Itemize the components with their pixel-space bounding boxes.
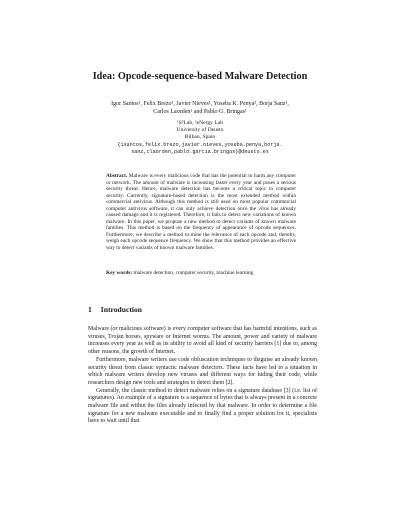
paragraph: Generally, the classic method to detect malware relies on a signature database [3] (i.e. list of signatures). An example of a signature is a sequence of bytes that is always present in a concrete malware file and within the files already infected by that malware. In order to determine a file signature for a new malware executable and to finally find a proper solution for it, specialists have to wait until that — [88, 387, 317, 425]
keywords-label: Key words: — [106, 270, 133, 276]
body-text — [88, 326, 317, 426]
authors-line-1: Igor Santos¹, Felix Brezo¹, Javier Nieves¹, Yoseba K. Penya², Borja Sanz¹, — [111, 101, 289, 107]
abstract-label: Abstract. — [106, 173, 128, 179]
affiliation-city: Bilbao, Spain — [184, 134, 216, 141]
section-title: Introduction — [100, 305, 143, 314]
affiliation-emails-line-2: sanz,claorden,pablo.garcia.bringas}@deusto.es — [131, 148, 269, 155]
affiliation-lab: ¹S³Lab, ²eNergy Lab — [176, 120, 224, 126]
authors-line-2: Carlos Laorden¹ and Pablo G. Bringas¹ — [153, 109, 247, 115]
affiliation-block — [60, 120, 340, 156]
section-heading — [88, 305, 318, 315]
author-list — [60, 100, 340, 116]
abstract-text: Malware is every malicious code that has the potential to harm any computer or network. The amount of malware is increasing faster every year and poses a serious security threat. Hence, malware detection has become a critical topic in computer security. Currently, signature-based detection is the most extended method within commercial antivirus. Although this method is still used on most popular commercial computer antivirus software, it can only achieve detection once the virus has already caused damage and it is registered. Therefore, it fails to detect new variations of known malware. In this paper, we propose a new method to detect variants of known malware families. This method is based on the frequency of appearance of opcode sequences. Furthermore, we describe a method to mine the relevance of each opcode and, thereby, weigh each opcode sequence frequency. We show that this method provides an effective way to detect variants of known malware families. — [106, 173, 296, 252]
paper-title: Idea: Opcode-sequence-based Malware Detection — [92, 71, 308, 82]
affiliation-emails-line-1: {isantos,felix.brezo,javier.nieves,yoseba.penya,borja. — [117, 141, 283, 148]
keywords-text: malware detection, computer security, machine learning — [133, 270, 254, 276]
paragraph: Malware (or malicious software) is every computer software that has harmful intentions, such as viruses, Trojan horses, spyware or Internet worms. The amount, power and variety of malware increases every year as well as its ability to avoid all kind of security barriers [1] due to, among other reasons, the growth of Internet. — [88, 326, 317, 356]
paragraph: Furthermore, malware writers use code obfuscation techniques to disguise an already known security threat from classic syntactic malware detectors. These facts have led to a situation in which malware writers develop new viruses and different ways for hiding their code, while researchers design new tools and strategies to detect them [2]. — [88, 356, 317, 386]
affiliation-university: University of Deusto — [176, 127, 224, 134]
keywords — [106, 270, 296, 277]
section-number: 1 — [88, 305, 92, 314]
abstract — [106, 173, 296, 252]
